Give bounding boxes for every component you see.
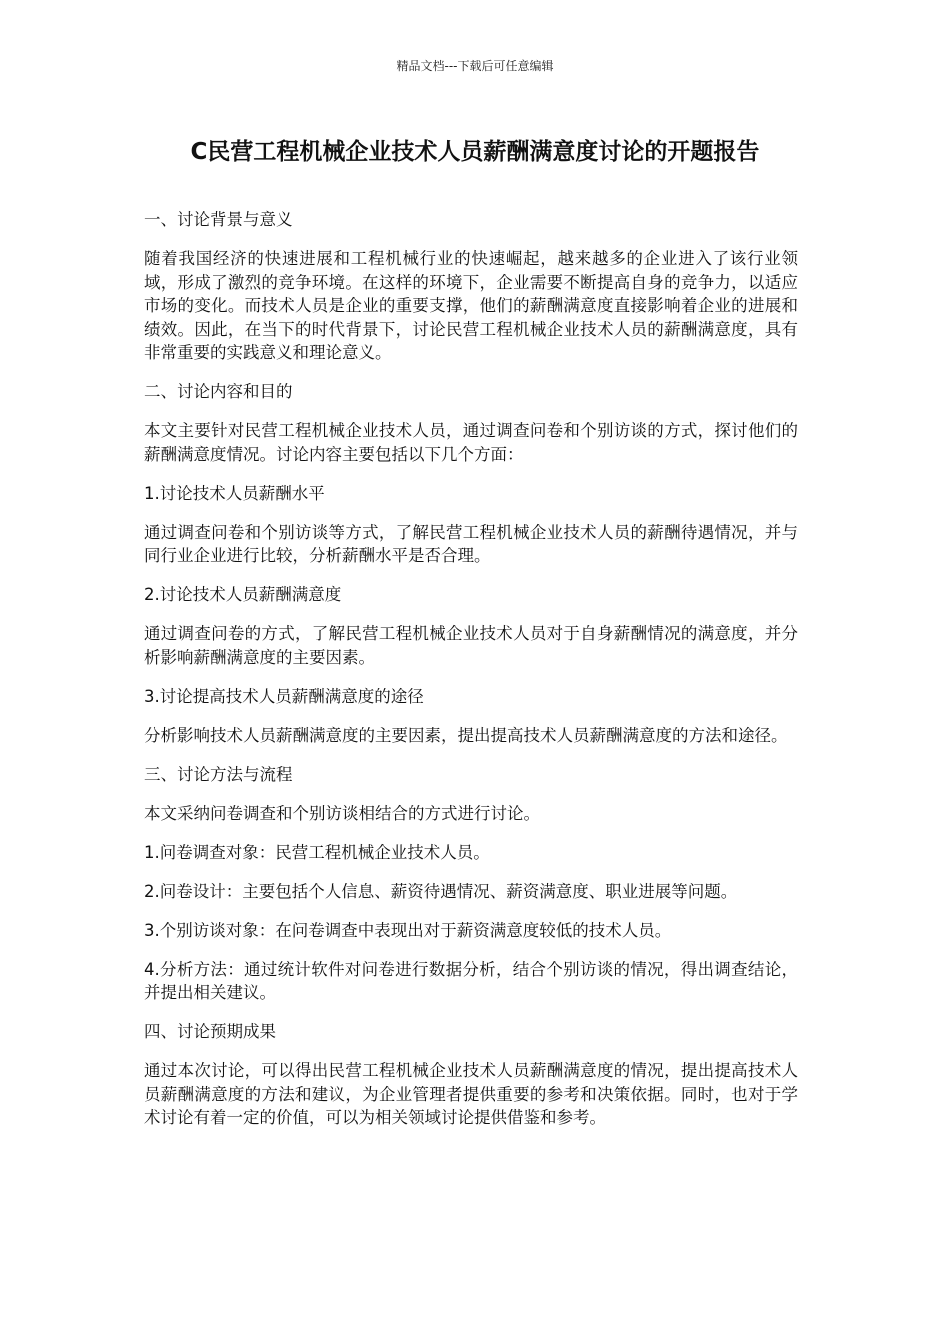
paragraph-salary-level: 通过调查问卷和个别访谈等方式，了解民营工程机械企业技术人员的薪酬待遇情况，并与同行业企业进行比较，分析薪酬水平是否合理。	[144, 522, 798, 565]
subheading-salary-level: 1.讨论技术人员薪酬水平	[144, 483, 325, 503]
paragraph-improvement: 分析影响技术人员薪酬满意度的主要因素，提出提高技术人员薪酬满意度的方法和途径。	[144, 725, 788, 745]
list-item-survey-target: 1.问卷调查对象：民营工程机械企业技术人员。	[144, 842, 490, 862]
section-heading-method: 三、讨论方法与流程	[144, 764, 293, 784]
page-header: 精品文档---下载后可任意编辑	[396, 59, 554, 73]
list-item-interview-target: 3.个别访谈对象：在问卷调查中表现出对于薪资满意度较低的技术人员。	[144, 920, 672, 940]
paragraph-content-intro: 本文主要针对民营工程机械企业技术人员，通过调查问卷和个别访谈的方式，探讨他们的薪酬满意度情况。讨论内容主要包括以下几个方面：	[144, 421, 798, 464]
list-item-survey-design: 2.问卷设计：主要包括个人信息、薪资待遇情况、薪资满意度、职业进展等问题。	[144, 881, 738, 901]
paragraph-background: 随着我国经济的快速进展和工程机械行业的快速崛起，越来越多的企业进入了该行业领域，形成了激烈的竞争环境。在这样的环境下，企业需要不断提高自身的竞争力，以适应市场的变化。而技术人员是企业的重要支撑，他们的薪酬满意度直接影响着企业的进展和绩效。因此，在当下的时代背景下，讨论民营工程机械企业技术人员的薪酬满意度，具有非常重要的实践意义和理论意义。	[144, 249, 798, 362]
section-heading-content: 二、讨论内容和目的	[144, 382, 293, 401]
paragraph-outcome: 通过本次讨论，可以得出民营工程机械企业技术人员薪酬满意度的情况，提出提高技术人员薪酬满意度的方法和建议，为企业管理者提供重要的参考和决策依据。同时，也对于学术讨论有着一定的价值，可以为相关领域讨论提供借鉴和参考。	[144, 1061, 798, 1127]
paragraph-salary-satisfaction: 通过调查问卷的方式，了解民营工程机械企业技术人员对于自身薪酬情况的满意度，并分析影响薪酬满意度的主要因素。	[144, 624, 798, 667]
document-body	[144, 208, 798, 1145]
list-item-analysis-method: 4.分析方法：通过统计软件对问卷进行数据分析，结合个别访谈的情况，得出调查结论，并提出相关建议。	[144, 959, 798, 1002]
paragraph-method-intro: 本文采纳问卷调查和个别访谈相结合的方式进行讨论。	[144, 803, 540, 823]
section-heading-outcome: 四、讨论预期成果	[144, 1022, 276, 1041]
subheading-salary-satisfaction: 2.讨论技术人员薪酬满意度	[144, 585, 342, 604]
document-title: C民营工程机械企业技术人员薪酬满意度讨论的开题报告	[190, 139, 760, 165]
section-heading-background: 一、讨论背景与意义	[144, 210, 293, 229]
subheading-improvement: 3.讨论提高技术人员薪酬满意度的途径	[144, 686, 424, 706]
